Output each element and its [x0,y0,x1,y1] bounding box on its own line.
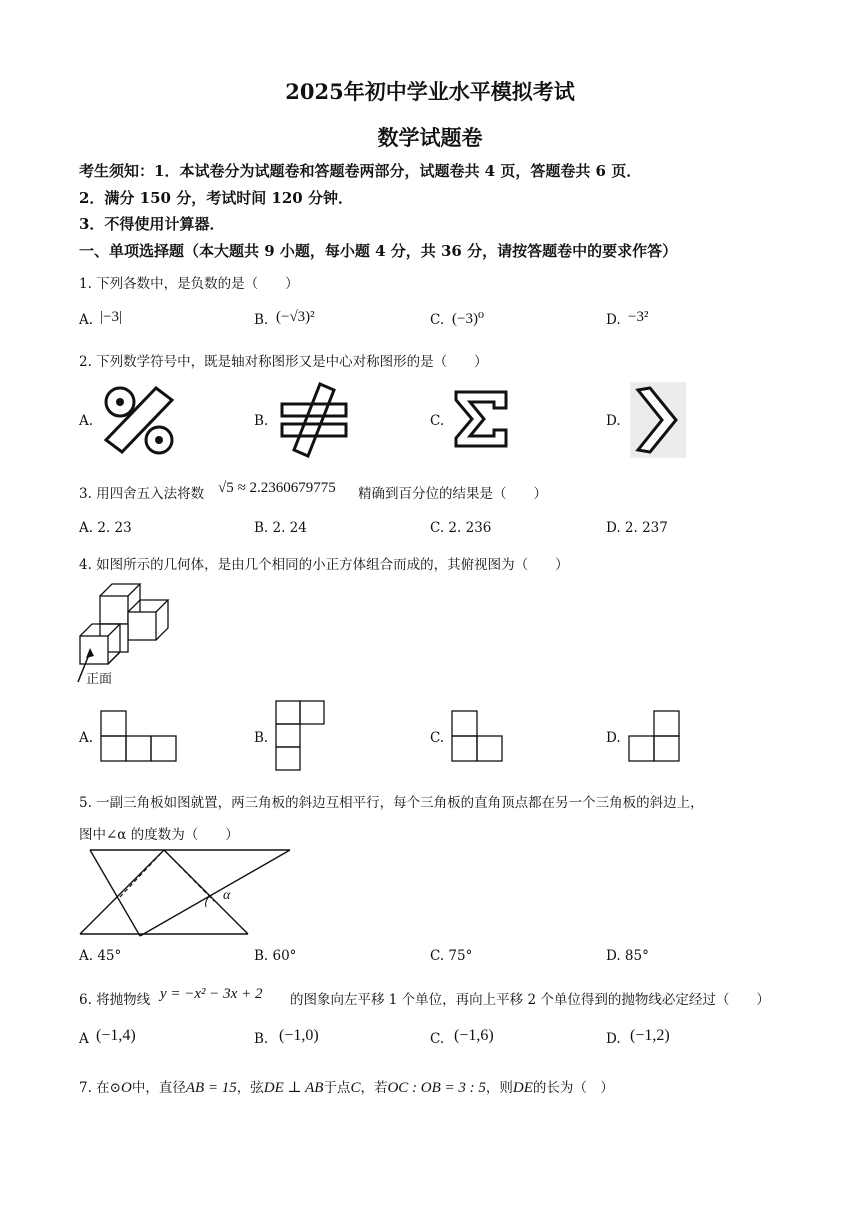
q4-stem: 4. 如图所示的几何体，是由几个相同的小正方体组合而成的，其俯视图为（ ） [79,557,569,573]
q6-stem-post: 的图象向左平移 1 个单位，再向上平移 2 个单位得到的抛物线必定经过（ ） [290,992,770,1008]
q2-option-c-label: C. [430,413,445,429]
q7-text-1: 7. 在⊙ [79,1080,121,1096]
q4-option-c-label: C. [430,730,445,746]
q4-option-d-view [628,710,684,764]
q7-text-3: ，弦 [236,1080,264,1096]
q7-chord: DE ⊥ AB [263,1080,324,1096]
q3-stem-post: 精确到百分位的结果是（ ） [358,486,547,502]
q4-option-b-label: B. [254,730,269,746]
q1-option-b-math: (−√3)² [276,309,315,325]
q7-text-7: 的长为（ ） [532,1080,614,1096]
not-equal-symbol-icon [278,382,350,458]
q6-option-c-label: C. [430,1031,445,1047]
q7-text-6: ，则 [485,1080,513,1096]
q1-option-d-label: D. [606,312,621,328]
q6-option-d-label: D. [606,1031,621,1047]
q6-option-b-label: B. [254,1031,269,1047]
q3-option-d: D. 2. 237 [606,520,668,536]
q1-option-a-math: |−3| [100,309,122,325]
q7-ratio: OC : OB = 3 : 5 [387,1080,486,1096]
q1-option-a-label: A. [79,312,94,328]
q7-text-2: 中，直径 [131,1080,186,1096]
q5-stem-line-2: 图中∠α 的度数为（ ） [79,827,239,843]
triangle-rulers-figure [78,845,294,939]
q3-option-a: A. 2. 23 [79,520,132,536]
q5-option-d: D. 85° [606,948,649,964]
sigma-symbol-icon [452,388,510,450]
q6-stem-pre: 6. 将抛物线 [79,992,151,1008]
q6-option-c-math: (−1,6) [454,1027,494,1044]
q4-option-a-label: A. [79,730,94,746]
q5-stem-line-1: 5. 一副三角板如图就置，两三角板的斜边互相平行，每个三角板的直角顶点都在另一个三角板的斜边上， [79,795,704,811]
q5-option-a: A. 45° [79,948,122,964]
q3-stem-pre: 3. 用四舍五入法将数 [79,486,205,502]
q6-option-a-math: (−1,4) [96,1027,136,1044]
q1-option-b-label: B. [254,312,269,328]
q7-stem [79,1076,614,1097]
q1-stem: 1. 下列各数中，是负数的是（ ） [79,276,299,292]
notice-line-2: 2．满分 150 分，考试时间 120 分钟． [79,189,353,207]
q7-point-c: C [350,1080,361,1096]
q6-option-b-math: (−1,0) [279,1027,319,1044]
q4-option-b-view [275,700,329,774]
q4-option-c-view [451,710,507,764]
front-view-label: 正面 [86,672,113,687]
q3-option-b: B. 2. 24 [254,520,307,536]
q6-stem-math: y = −x² − 3x + 2 [160,986,263,1002]
q7-text-4: 于点 [323,1080,351,1096]
q2-option-d-label: D. [606,413,621,429]
q1-option-c-label: C. [430,312,445,328]
notice-line-3: 3．不得使用计算器． [79,215,225,233]
q1-option-d-math: −3² [628,309,649,325]
q7-circle-o: O [120,1080,132,1096]
q3-stem-math: √5 ≈ 2.2360679775 [218,480,336,496]
q6-option-a-label: A [79,1031,89,1047]
q1-option-c-math: (−3)⁰ [452,311,484,327]
q5-option-c: C. 75° [430,948,473,964]
angle-alpha-label: α [223,888,231,903]
notice-line-1: 考生须知：1．本试卷分为试题卷和答题卷两部分，试题卷共 4 页，答题卷共 6 页． [79,162,642,180]
q6-option-d-math: (−1,2) [630,1027,670,1044]
section-heading: 一、单项选择题（本大题共 9 小题，每小题 4 分，共 36 分，请按答题卷中的要求作答） [79,242,678,260]
exam-title: 2025年初中学业水平模拟考试 [285,79,575,104]
q4-option-d-label: D. [606,730,621,746]
q3-option-c: C. 2. 236 [430,520,492,536]
q7-diameter: AB = 15 [185,1080,237,1096]
q2-option-a-label: A. [79,413,94,429]
q7-de: DE [512,1080,533,1096]
q5-option-b: B. 60° [254,948,297,964]
chevron-symbol-icon [630,382,686,458]
percent-symbol-icon [102,384,182,456]
q7-text-5: ，若 [360,1080,388,1096]
q2-stem: 2. 下列数学符号中，既是轴对称图形又是中心对称图形的是（ ） [79,354,488,370]
q4-option-a-view [100,710,180,764]
q2-option-b-label: B. [254,413,269,429]
exam-subtitle: 数学试题卷 [377,125,483,150]
